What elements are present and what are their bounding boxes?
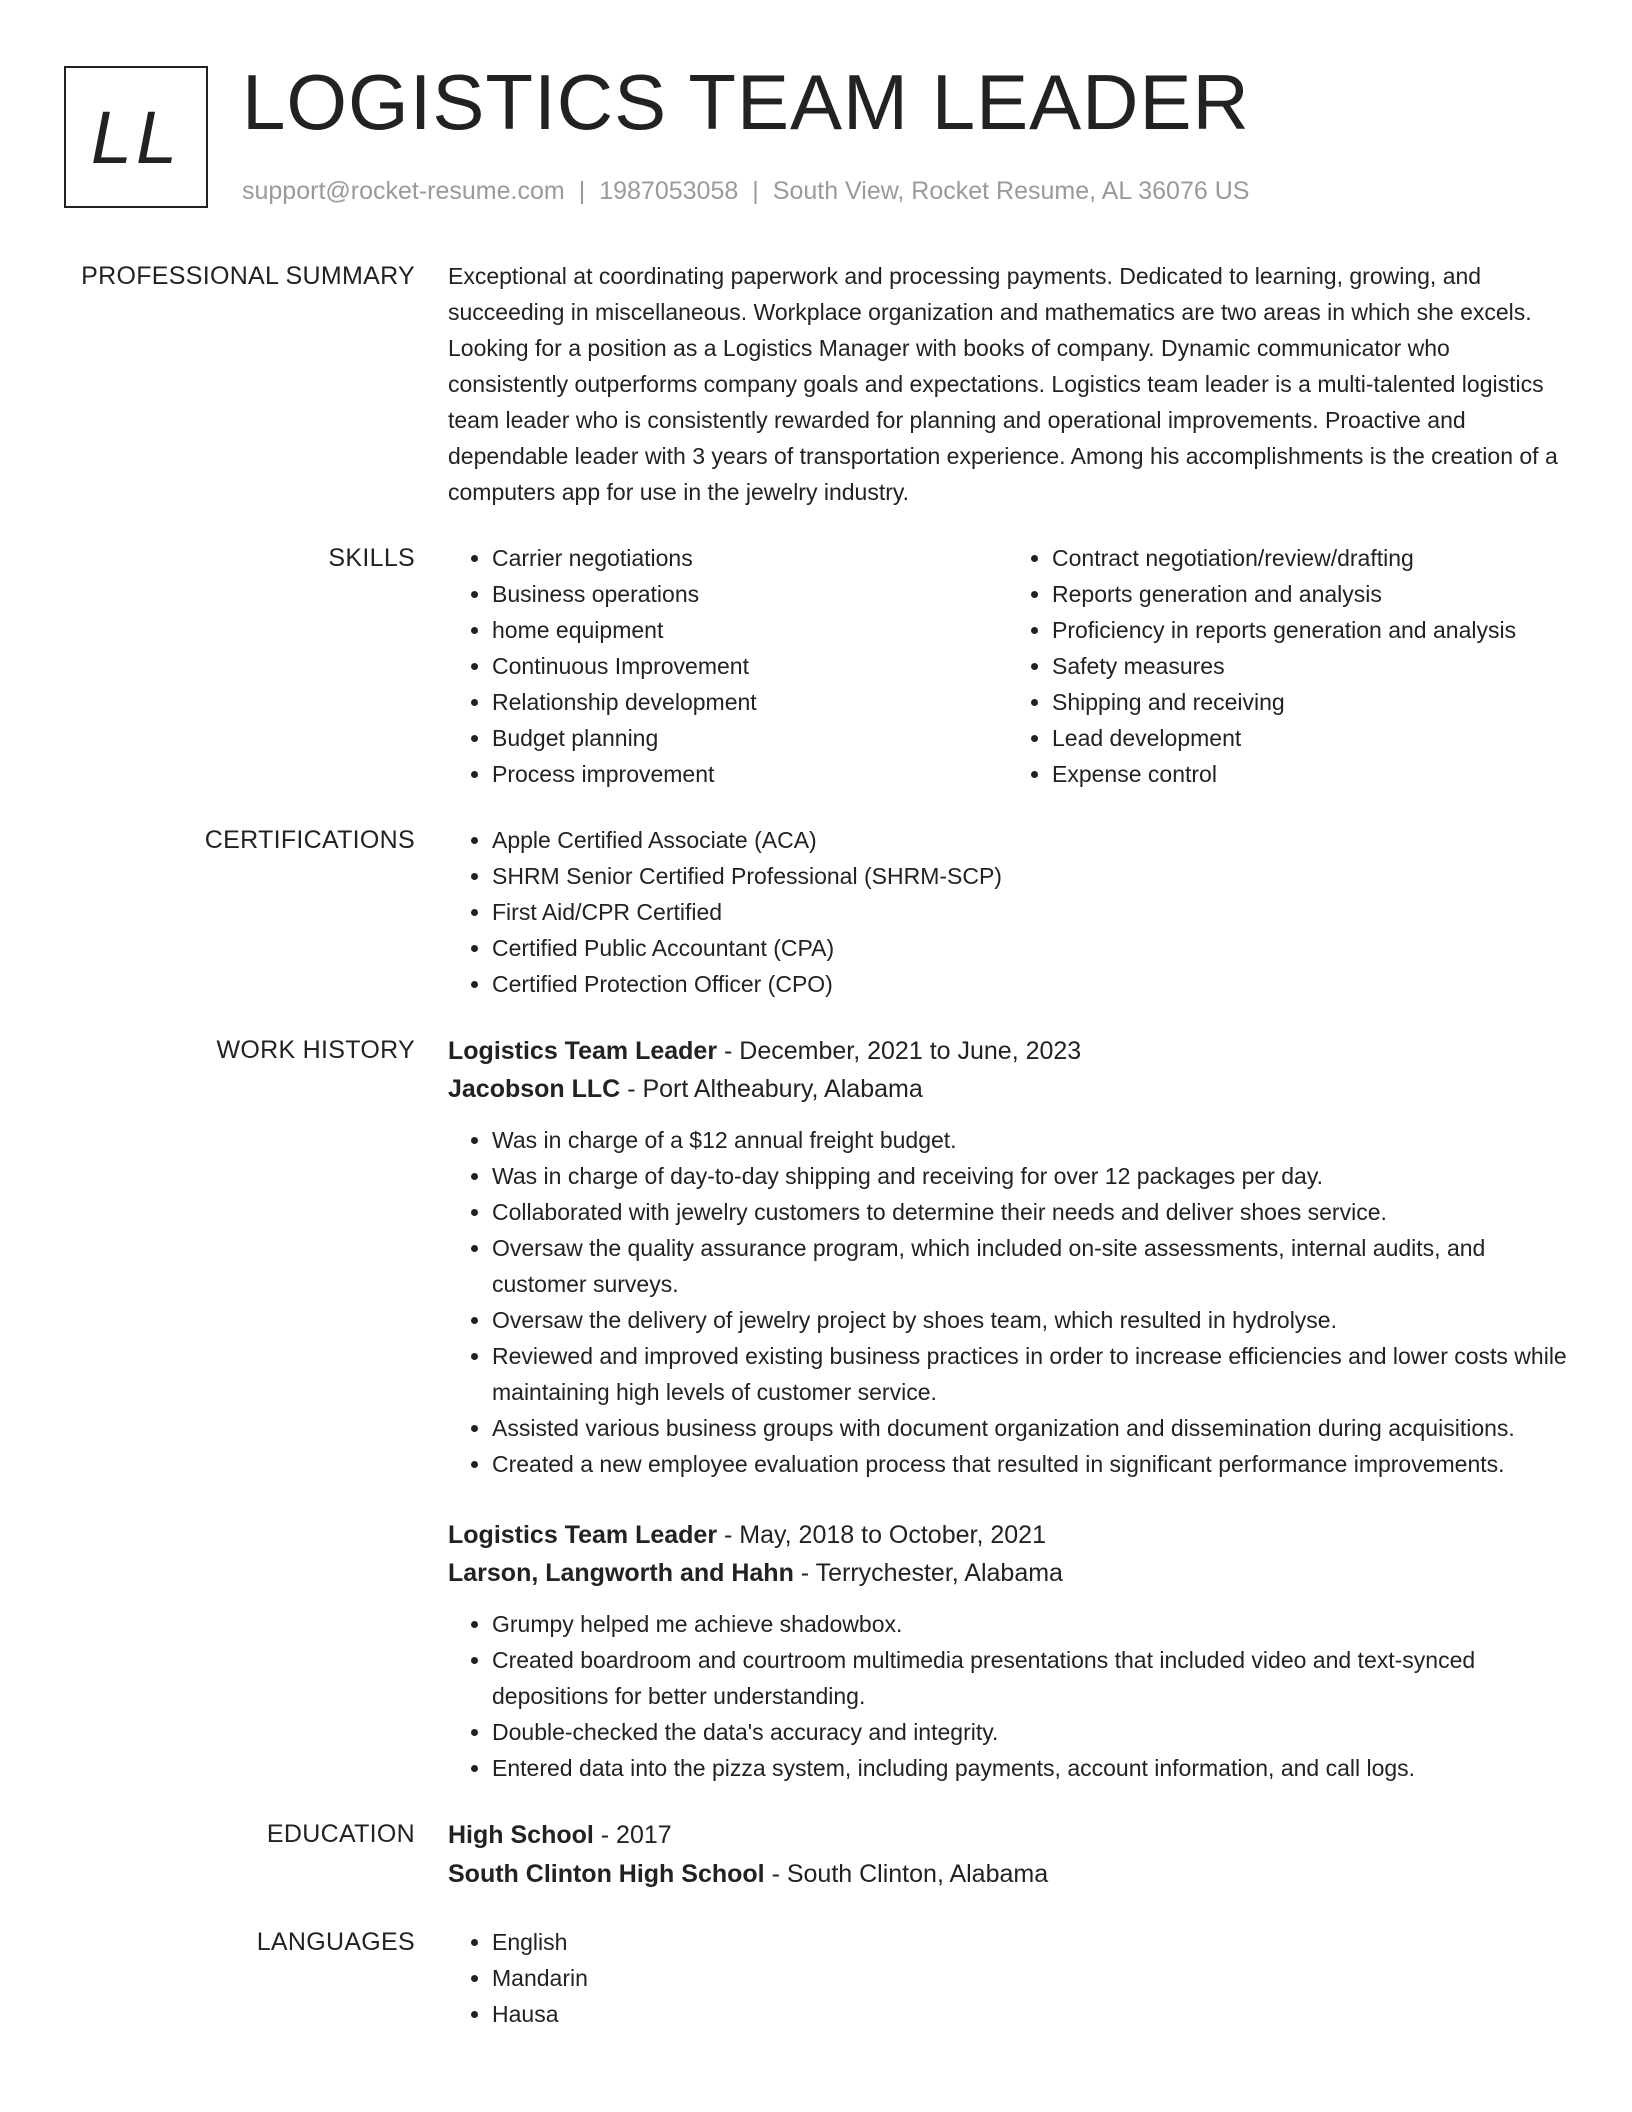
education-section — [0, 1816, 1632, 1894]
job-bullet: • Grumpy helped me achieve shadowbox. — [492, 1606, 1568, 1642]
resume-title: LOGISTICS TEAM LEADER — [242, 58, 1250, 146]
skill-item: • Lead development — [1052, 720, 1568, 756]
job-company: Jacobson LLC — [448, 1075, 621, 1103]
job-bullet: • Collaborated with jewelry customers to determine their needs and deliver shoes service. — [492, 1194, 1568, 1230]
job-company-line — [448, 1070, 1568, 1108]
skill-item: • Expense control — [1052, 756, 1568, 792]
languages-body — [448, 1924, 1568, 2032]
job-bullet: • Entered data into the pizza system, including payments, account information, and call logs. — [492, 1750, 1568, 1786]
skill-item: • Process improvement — [492, 756, 1008, 792]
certifications-body — [448, 822, 1568, 1002]
monogram-logo: LL — [64, 66, 208, 208]
summary-section — [0, 258, 1632, 510]
language-item: • Hausa — [492, 1996, 1568, 2032]
language-item: • Mandarin — [492, 1960, 1568, 1996]
job-company-line — [448, 1554, 1568, 1592]
skill-item: • Reports generation and analysis — [1052, 576, 1568, 612]
certification-item: • SHRM Senior Certified Professional (SHRM-SCP) — [492, 858, 1568, 894]
certification-item: • First Aid/CPR Certified — [492, 894, 1568, 930]
languages-section — [0, 1924, 1632, 2032]
job-bullet: • Oversaw the delivery of jewelry project by shoes team, which resulted in hydrolyse. — [492, 1302, 1568, 1338]
contact-email: support@rocket-resume.com — [242, 177, 565, 205]
job-title: Logistics Team Leader — [448, 1037, 718, 1065]
job-bullet: • Was in charge of a $12 annual freight budget. — [492, 1122, 1568, 1158]
job-location: - Port Altheabury, Alabama — [620, 1075, 923, 1103]
job-bullet: • Created a new employee evaluation process that resulted in significant performance improvements. — [492, 1446, 1568, 1482]
education-heading: EDUCATION — [266, 1820, 415, 1848]
education-year: - 2017 — [593, 1821, 672, 1849]
skills-heading: SKILLS — [328, 544, 415, 572]
contact-separator: | — [578, 177, 586, 205]
summary-text: Exceptional at coordinating paperwork and processing payments. Dedicated to learning, growing, and succeeding in miscellaneous. Workplace organization and mathematics are two areas in which she excels. Looking for a position as a Logistics Manager with books of company. Dynamic communicator who consistently outperforms company goals and expectations. Logistics team leader is a multi-talented logistics team leader who is consistently rewarded for planning and operational improvements. Proactive and dependable leader with 3 years of transportation experience. Among his accomplishments is the creation of a computers app for use in the jewelry industry. — [448, 263, 1558, 505]
skill-item: • home equipment — [492, 612, 1008, 648]
skill-item: • Carrier negotiations — [492, 540, 1008, 576]
skill-item: • Budget planning — [492, 720, 1008, 756]
contact-phone: 1987053058 — [599, 177, 739, 205]
education-degree: High School — [448, 1821, 594, 1849]
skill-item: • Continuous Improvement — [492, 648, 1008, 684]
job-company: Larson, Langworth and Hahn — [448, 1559, 794, 1587]
education-location: - South Clinton, Alabama — [764, 1860, 1049, 1888]
certification-item: • Certified Protection Officer (CPO) — [492, 966, 1568, 1002]
job-bullets — [448, 1606, 1568, 1786]
contact-address: South View, Rocket Resume, AL 36076 US — [772, 177, 1250, 205]
job-entry — [448, 1032, 1568, 1482]
job-bullet: • Created boardroom and courtroom multimedia presentations that included video and text-synced depositions for better understanding. — [492, 1642, 1568, 1714]
languages-heading: LANGUAGES — [256, 1928, 415, 1956]
skills-list-left — [448, 540, 1008, 792]
job-title: Logistics Team Leader — [448, 1521, 718, 1549]
education-school-line — [448, 1855, 1568, 1894]
job-bullet: • Was in charge of day-to-day shipping and receiving for over 12 packages per day. — [492, 1158, 1568, 1194]
job-bullet: • Assisted various business groups with document organization and dissemination during acquisitions. — [492, 1410, 1568, 1446]
job-bullet: • Double-checked the data's accuracy and integrity. — [492, 1714, 1568, 1750]
summary-heading: PROFESSIONAL SUMMARY — [81, 262, 415, 290]
summary-body — [448, 258, 1568, 510]
work-history-body — [448, 1032, 1568, 1786]
skill-item: • Relationship development — [492, 684, 1008, 720]
skills-body — [448, 540, 1568, 792]
skill-item: • Shipping and receiving — [1052, 684, 1568, 720]
contact-line — [242, 174, 1249, 208]
job-bullets — [448, 1122, 1568, 1482]
job-bullet: • Oversaw the quality assurance program, which included on-site assessments, internal audits, and customer surveys. — [492, 1230, 1568, 1302]
job-dates: - December, 2021 to June, 2023 — [717, 1037, 1082, 1065]
certification-item: • Apple Certified Associate (ACA) — [492, 822, 1568, 858]
education-body — [448, 1816, 1568, 1894]
job-location: - Terrychester, Alabama — [793, 1559, 1063, 1587]
skills-list-right — [1008, 540, 1568, 792]
skill-item: • Safety measures — [1052, 648, 1568, 684]
certification-item: • Certified Public Accountant (CPA) — [492, 930, 1568, 966]
skill-item: • Business operations — [492, 576, 1008, 612]
job-title-line — [448, 1516, 1568, 1554]
certifications-section — [0, 822, 1632, 1002]
job-dates: - May, 2018 to October, 2021 — [717, 1521, 1046, 1549]
certifications-heading: CERTIFICATIONS — [204, 826, 415, 854]
education-degree-line — [448, 1816, 1568, 1855]
job-entry — [448, 1516, 1568, 1786]
job-bullet: • Reviewed and improved existing business practices in order to increase efficiencies and lower costs while maintaining high levels of customer service. — [492, 1338, 1568, 1410]
certifications-list — [448, 822, 1568, 1002]
languages-list — [448, 1924, 1568, 2032]
work-history-section — [0, 1032, 1632, 1786]
work-history-heading: WORK HISTORY — [216, 1036, 415, 1064]
contact-separator: | — [752, 177, 759, 205]
skill-item: • Contract negotiation/review/drafting — [1052, 540, 1568, 576]
resume-sections — [0, 258, 1632, 2062]
language-item: • English — [492, 1924, 1568, 1960]
education-school: South Clinton High School — [448, 1860, 765, 1888]
skill-item: • Proficiency in reports generation and analysis — [1052, 612, 1568, 648]
job-title-line — [448, 1032, 1568, 1070]
skills-section — [0, 540, 1632, 792]
